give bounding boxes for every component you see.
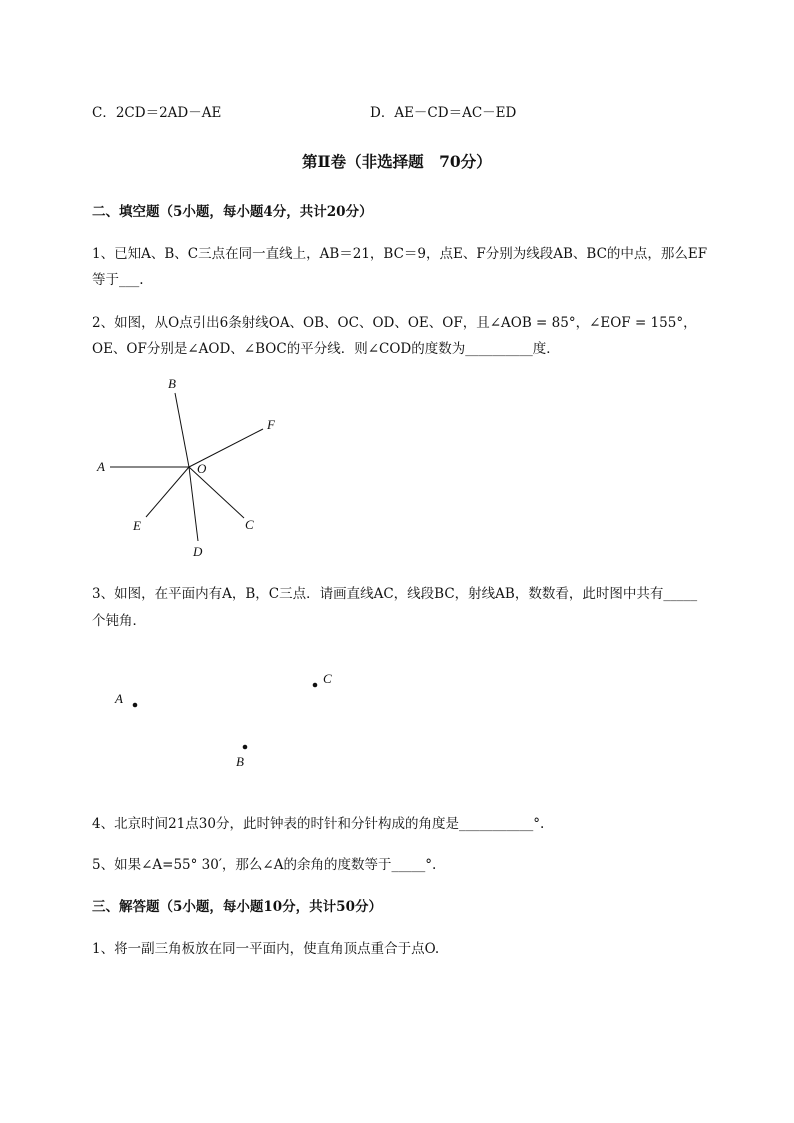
label-o: O <box>197 461 207 476</box>
q3-line2: 个钝角． <box>92 613 146 629</box>
q2-line2: OE、OF分别是∠AOD、∠BOC的平分线．则∠COD的度数为__________度． <box>92 341 560 357</box>
points-figure <box>114 671 332 769</box>
point-c <box>313 683 318 688</box>
section2-heading: 二、填空题（5小题，每小题4分，共计20分） <box>92 204 373 220</box>
ray-ob <box>175 393 189 467</box>
section3-heading: 三、解答题（5小题，每小题10分，共计50分） <box>92 899 382 915</box>
point-label-c: C <box>323 671 332 686</box>
ray-od <box>189 467 198 541</box>
point-b <box>243 745 248 750</box>
q1-line2: 等于___. <box>92 272 144 288</box>
q3-line1: 3、如图，在平面内有A，B，C三点．请画直线AC，线段BC，射线AB，数数看，此时图中共有_____ <box>92 586 698 602</box>
ray-oe <box>146 467 189 517</box>
q5: 5、如果∠A=55° 30′，那么∠A的余角的度数等于_____°. <box>92 857 437 873</box>
option-c: C．2CD＝2AD－AE <box>92 105 222 121</box>
label-f: F <box>267 417 275 432</box>
label-d: D <box>193 544 203 559</box>
label-b: B <box>168 376 176 391</box>
point-label-a: A <box>115 691 123 706</box>
q1-line1: 1、已知A、B、C三点在同一直线上，AB＝21，BC＝9，点E、F分别为线段AB、BC的中点，那么EF <box>92 246 708 262</box>
q2-line1: 2、如图，从O点引出6条射线OA、OB、OC、OD、OE、OF，且∠AOB = 85°，∠EOF = 155°， <box>92 315 697 331</box>
s3-q1: 1、将一副三角板放在同一平面内，使直角顶点重合于点O. <box>92 941 440 957</box>
point-label-b: B <box>236 754 244 769</box>
label-a: A <box>97 459 105 474</box>
part2-title: 第Ⅱ卷（非选择题 70分） <box>302 152 492 171</box>
label-e: E <box>133 518 141 533</box>
q4: 4、北京时间21点30分，此时钟表的时针和分针构成的角度是___________°. <box>92 816 545 832</box>
label-c: C <box>245 517 254 532</box>
option-d: D．AE－CD＝AC－ED <box>370 105 517 121</box>
point-a <box>133 703 138 708</box>
